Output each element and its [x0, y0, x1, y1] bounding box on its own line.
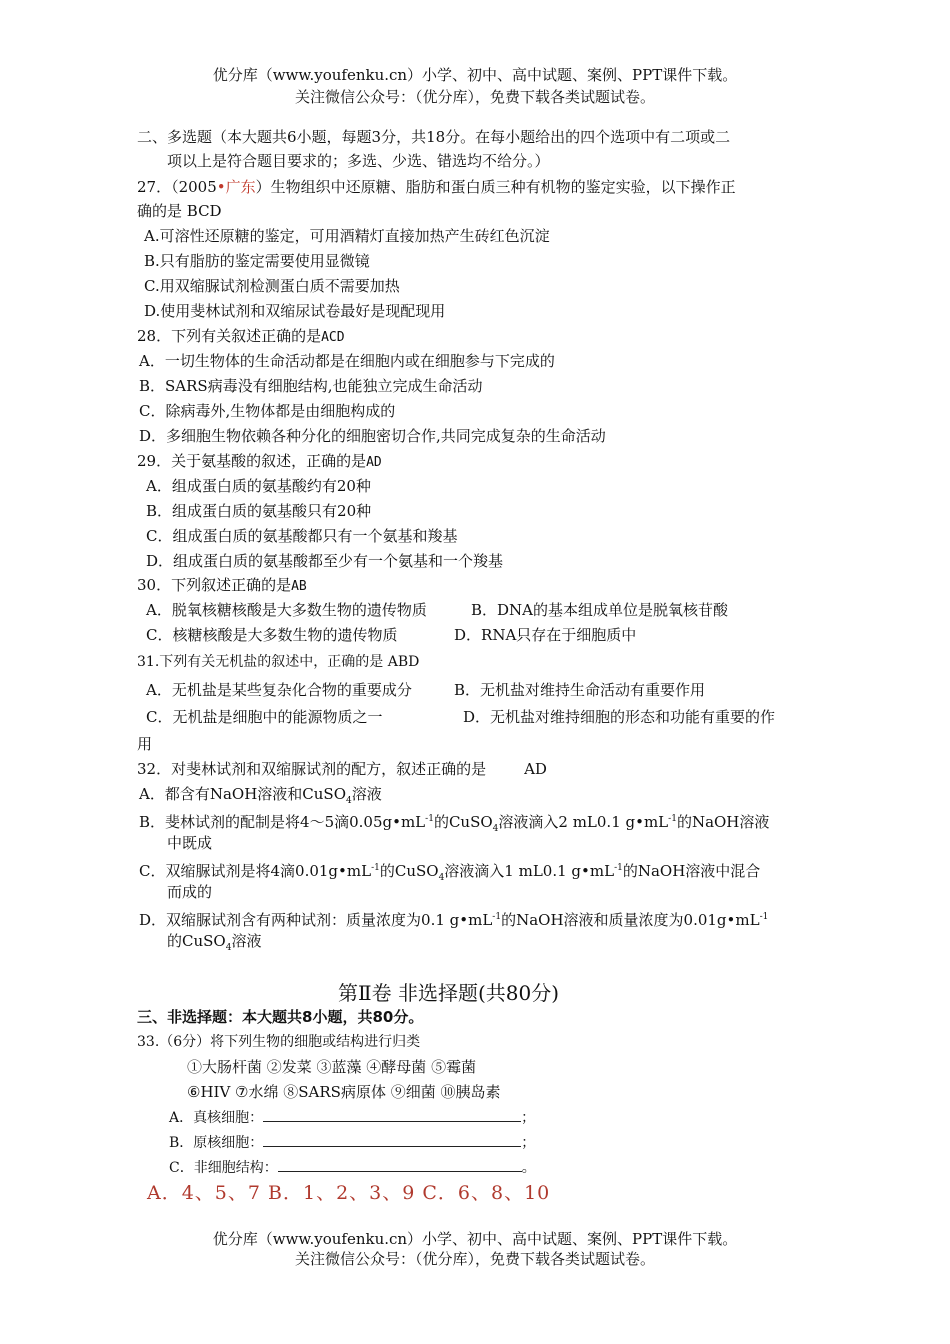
- q32-option-c-tail: 的NaOH溶液中混合: [622, 862, 761, 880]
- q32-option-b-text: B．斐林试剂的配制是将4～5滴0.05g•mL: [139, 813, 426, 831]
- q30-option-b: B．DNA的基本组成单位是脱氧核苷酸: [471, 601, 729, 619]
- q32-option-c-line2: 而成的: [167, 883, 213, 901]
- q31-stem: 31.下列有关无机盐的叙述中，正确的是 ABD: [137, 654, 420, 670]
- q32-option-b-sup2: -1: [668, 814, 677, 824]
- q32-option-d-line1: [139, 906, 768, 931]
- q27-stem-line1: [137, 176, 736, 198]
- q29-option-c: C．组成蛋白质的氨基酸都只有一个氨基和羧基: [146, 527, 458, 545]
- q32-option-d-line2: [167, 930, 261, 959]
- q29-answer: AD: [366, 455, 382, 470]
- q33-answer: A．4、5、7 B．1、2、3、9 C．6、8、10: [147, 1182, 551, 1204]
- q30-option-d: D．RNA只存在于细胞质中: [454, 626, 637, 644]
- q30-stem: [137, 574, 307, 598]
- q28-option-c: C．除病毒外,生物体都是由细胞构成的: [139, 402, 396, 420]
- q31-option-d-continued: 用: [137, 735, 153, 753]
- q32-option-c-sup2: -1: [614, 863, 623, 873]
- q32-option-c-subscript: 4: [438, 873, 445, 883]
- q28-stem-text: 28．下列有关叙述正确的是: [137, 327, 322, 345]
- q33-blank-b-row: [169, 1132, 535, 1154]
- q32-option-b-mid: 的CuSO: [433, 813, 493, 831]
- q32-option-b-sup1: -1: [425, 814, 434, 824]
- q32-option-c-sup1: -1: [371, 863, 380, 873]
- footer-line-1: 优分库（www.youfenku.cn）小学、初中、高中试题、案例、PPT课件下载。: [212, 1230, 738, 1248]
- q33-stem: 33.（6分）将下列生物的细胞或结构进行归类: [137, 1034, 421, 1050]
- q27-option-a: A.可溶性还原糖的鉴定，可用酒精灯直接加热产生砖红色沉淀: [144, 227, 550, 245]
- q27-stem-text: ）生物组织中还原糖、脂肪和蛋白质三种有机物的鉴定实验，以下操作正: [255, 178, 736, 196]
- q29-option-d: D．组成蛋白质的氨基酸都至少有一个氨基和一个羧基: [146, 552, 504, 570]
- q31-option-c: C．无机盐是细胞中的能源物质之一: [146, 708, 383, 726]
- q32-option-d-sup1: -1: [492, 912, 502, 922]
- q27-stem-line2: 确的是 BCD: [137, 202, 222, 220]
- q30-answer: AB: [291, 579, 307, 594]
- q32-option-b-mid2: 溶液滴入2 mL0.1 g•mL: [498, 813, 669, 831]
- q33-blank-a-label: A．真核细胞：: [169, 1110, 264, 1126]
- q32-option-d-sup2: -1: [759, 912, 769, 922]
- q32-option-d-line2-text: 的CuSO: [167, 932, 226, 950]
- q28-answer: ACD: [321, 330, 345, 345]
- q32-option-a-text: A．都含有NaOH溶液和CuSO: [139, 785, 346, 803]
- q32-option-a-subscript: 4: [346, 796, 352, 806]
- q29-stem: [137, 450, 382, 474]
- q29-stem-text: 29．关于氨基酸的叙述，正确的是: [137, 452, 367, 470]
- q30-stem-text: 30．下列叙述正确的是: [137, 576, 292, 594]
- q28-option-b: B．SARS病毒没有细胞结构,也能独立完成生命活动: [139, 377, 483, 395]
- header-line-2: 关注微信公众号：（优分库），免费下载各类试题试卷。: [294, 88, 655, 106]
- q32-option-c-line1: [139, 857, 760, 889]
- q32-stem-text: 32．对斐林试剂和双缩脲试剂的配方，叙述正确的是: [137, 760, 487, 778]
- q32-option-c-text: C．双缩脲试剂是将4滴0.01g•mL: [139, 862, 372, 880]
- q29-option-b: B．组成蛋白质的氨基酸只有20种: [146, 502, 372, 520]
- q32-option-b-line2: 中既成: [167, 834, 213, 852]
- q32-option-c-mid2: 溶液滴入1 mL0.1 g•mL: [444, 862, 615, 880]
- q33-blank-b-end: ；: [521, 1135, 536, 1151]
- q28-option-d: D．多细胞生物依赖各种分化的细胞密切合作,共同完成复杂的生命活动: [139, 427, 606, 445]
- q30-option-c: C．核糖核酸是大多数生物的遗传物质: [146, 626, 398, 644]
- header-line-1: 优分库（www.youfenku.cn）小学、初中、高中试题、案例、PPT课件下载。: [212, 66, 738, 84]
- q30-option-a: A．脱氧核糖核酸是大多数生物的遗传物质: [146, 601, 427, 619]
- q33-items-line1: ①大肠杆菌 ②发菜 ③蓝藻 ④酵母菌 ⑤霉菌: [187, 1058, 477, 1076]
- q31-option-b: B．无机盐对维持生命活动有重要作用: [454, 681, 706, 699]
- section3-heading: 三、非选择题：本大题共8小题，共80分。: [137, 1008, 424, 1026]
- q32-option-d-mid: 的NaOH溶液和质量浓度为0.01g•mL: [501, 911, 760, 929]
- q32-stem: [137, 758, 547, 780]
- q33-blank-c-label: C．非细胞结构：: [169, 1160, 278, 1176]
- q28-option-a: A．一切生物体的生命活动都是在细胞内或在细胞参与下完成的: [139, 352, 555, 370]
- section2-intro-line1: 二、多选题（本大题共6小题，每题3分，共18分。在每小题给出的四个选项中有二项或二: [137, 128, 731, 146]
- q32-option-b-line1: [139, 808, 769, 840]
- q32-option-c-mid: 的CuSO: [379, 862, 439, 880]
- q32-option-d-line2-tail: 溶液: [231, 932, 262, 950]
- q32-option-d-text: D．双缩脲试剂含有两种试剂：质量浓度为0.1 g•mL: [139, 911, 493, 929]
- q33-blank-a-row: [169, 1107, 535, 1129]
- q33-blank-c-row: [169, 1157, 536, 1179]
- q28-stem: [137, 325, 345, 349]
- q33-blank-a-field[interactable]: [263, 1107, 521, 1122]
- q33-blank-c-end: 。: [521, 1160, 536, 1176]
- q27-dot: •: [216, 178, 226, 196]
- q33-blank-a-end: ；: [521, 1110, 536, 1126]
- q33-blank-b-field[interactable]: [263, 1132, 521, 1147]
- q33-blank-b-label: B．原核细胞：: [169, 1135, 264, 1151]
- q29-option-a: A．组成蛋白质的氨基酸约有20种: [146, 477, 371, 495]
- q33-blank-c-field[interactable]: [278, 1157, 522, 1172]
- q31-option-a: A．无机盐是某些复杂化合物的重要成分: [146, 681, 412, 699]
- q27-number: 27．（2005: [137, 178, 217, 196]
- q33-items-line2: ⑥HIV ⑦水绵 ⑧SARS病原体 ⑨细菌 ⑩胰岛素: [187, 1083, 501, 1101]
- footer-line-2: 关注微信公众号：（优分库），免费下载各类试题试卷。: [294, 1250, 655, 1268]
- q27-region: 广东: [225, 178, 256, 196]
- q27-option-c: C.用双缩脲试剂检测蛋白质不需要加热: [144, 277, 400, 295]
- q32-option-b-subscript: 4: [492, 824, 499, 834]
- section2-intro-line2: 项以上是符合题目要求的；多选、少选、错选均不给分。）: [167, 152, 550, 170]
- q32-option-b-tail: 的NaOH溶液: [676, 813, 770, 831]
- q31-option-d: D．无机盐对维持细胞的形态和功能有重要的作: [463, 708, 776, 726]
- q32-option-a-tail: 溶液: [351, 785, 382, 803]
- q27-option-b: B.只有脂肪的鉴定需要使用显微镜: [144, 252, 370, 270]
- q32-answer: AD: [524, 760, 547, 778]
- part2-title: 第Ⅱ卷 非选择题(共80分): [338, 981, 560, 1005]
- q27-option-d: D.使用斐林试剂和双缩尿试卷最好是现配现用: [144, 302, 446, 320]
- q32-option-d-subscript: 4: [225, 943, 232, 953]
